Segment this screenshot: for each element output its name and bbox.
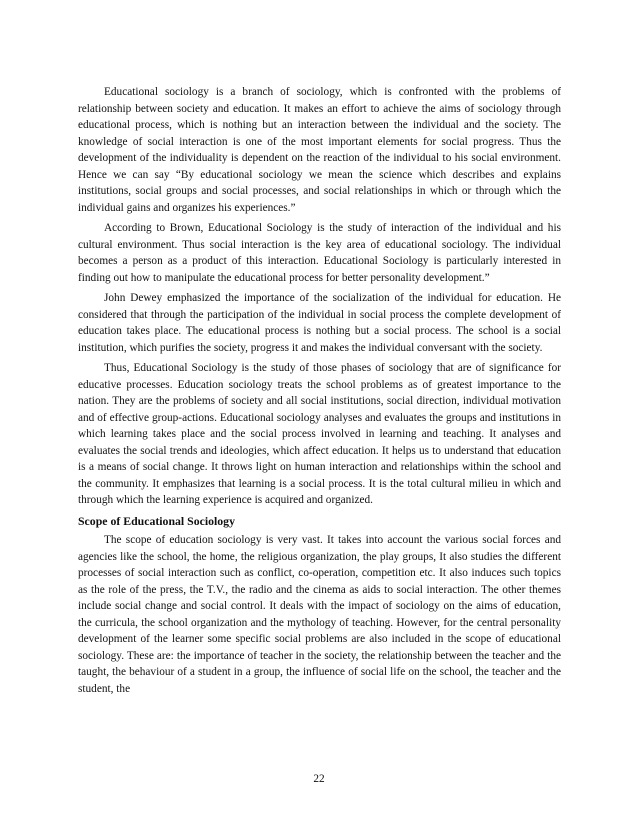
section-heading: Scope of Educational Sociology <box>78 513 235 528</box>
paragraph-brown: According to Brown, Educational Sociology is the study of interaction of the individual and his cultural environment. Thus social interaction is the key area of educational sociology. The individual becomes a person as a product of this interaction. Educational Sociology is particularly interested in finding out how to manipulate the educational process for better personality development.” <box>78 222 561 284</box>
paragraph-definition: Educational sociology is a branch of sociology, which is confronted with the problems of relationship between society and education. It makes an effort to achieve the aims of sociology through educational process, which is nothing but an interaction between the individual and the society. The knowledge of social interaction is one of the most important elements for social progress. Thus the development of the individuality is dependent on the reaction of the individual to his social environment. Hence we can say “By educational sociology we mean the science which describes and explains institutions, social groups and social processes, and social relationships in which or through which the individual gains and organizes his experiences.” <box>78 86 561 214</box>
page-content <box>78 84 561 701</box>
paragraph-dewey: John Dewey emphasized the importance of the socialization of the individual for education. He considered that through the participation of the individual in social process the complete development of education takes place. The educational process is nothing but a social process. The school is a social institution, which purifies the society, progress it and makes the individual conversant with the society. <box>78 292 561 354</box>
page-number: 22 <box>313 773 325 785</box>
paragraph-summary: Thus, Educational Sociology is the study of those phases of sociology that are of significance for educative processes. Education sociology treats the school problems as of greatest importance to the nation. They are the problems of society and all social institutions, social direction, individual motivation and of effective group-actions. Educational sociology analyses and evaluates the groups and institutions in which learning takes place and the social process involved in learning and teaching. It analyses and evaluates the social trends and ideologies, which affect education. It helps us to understand that education is a means of social change. It throws light on human interaction and relationships within the school and the community. It emphasizes that learning is a social process. It is the total cultural milieu in which and through which the learning experience is acquired and organized. <box>78 362 561 506</box>
paragraph-scope: The scope of education sociology is very vast. It takes into account the various social forces and agencies like the school, the home, the religious organization, the play groups, It also studies the different processes of social interaction such as conflict, co-operation, competition etc. It also induces such topics as the role of the press, the T.V., the radio and the cinema as aids to social interaction. The other themes include social change and social control. It deals with the impact of sociology on the aims of education, the curricula, the school organization and the mythology of teaching. However, for the central personality development of the learner some specific social problems are also included in the scope of educational sociology. These are: the importance of teacher in the society, the relationship between the teacher and the taught, the behaviour of a student in a group, the influence of social life on the school, the teacher and the student, the <box>78 534 561 695</box>
